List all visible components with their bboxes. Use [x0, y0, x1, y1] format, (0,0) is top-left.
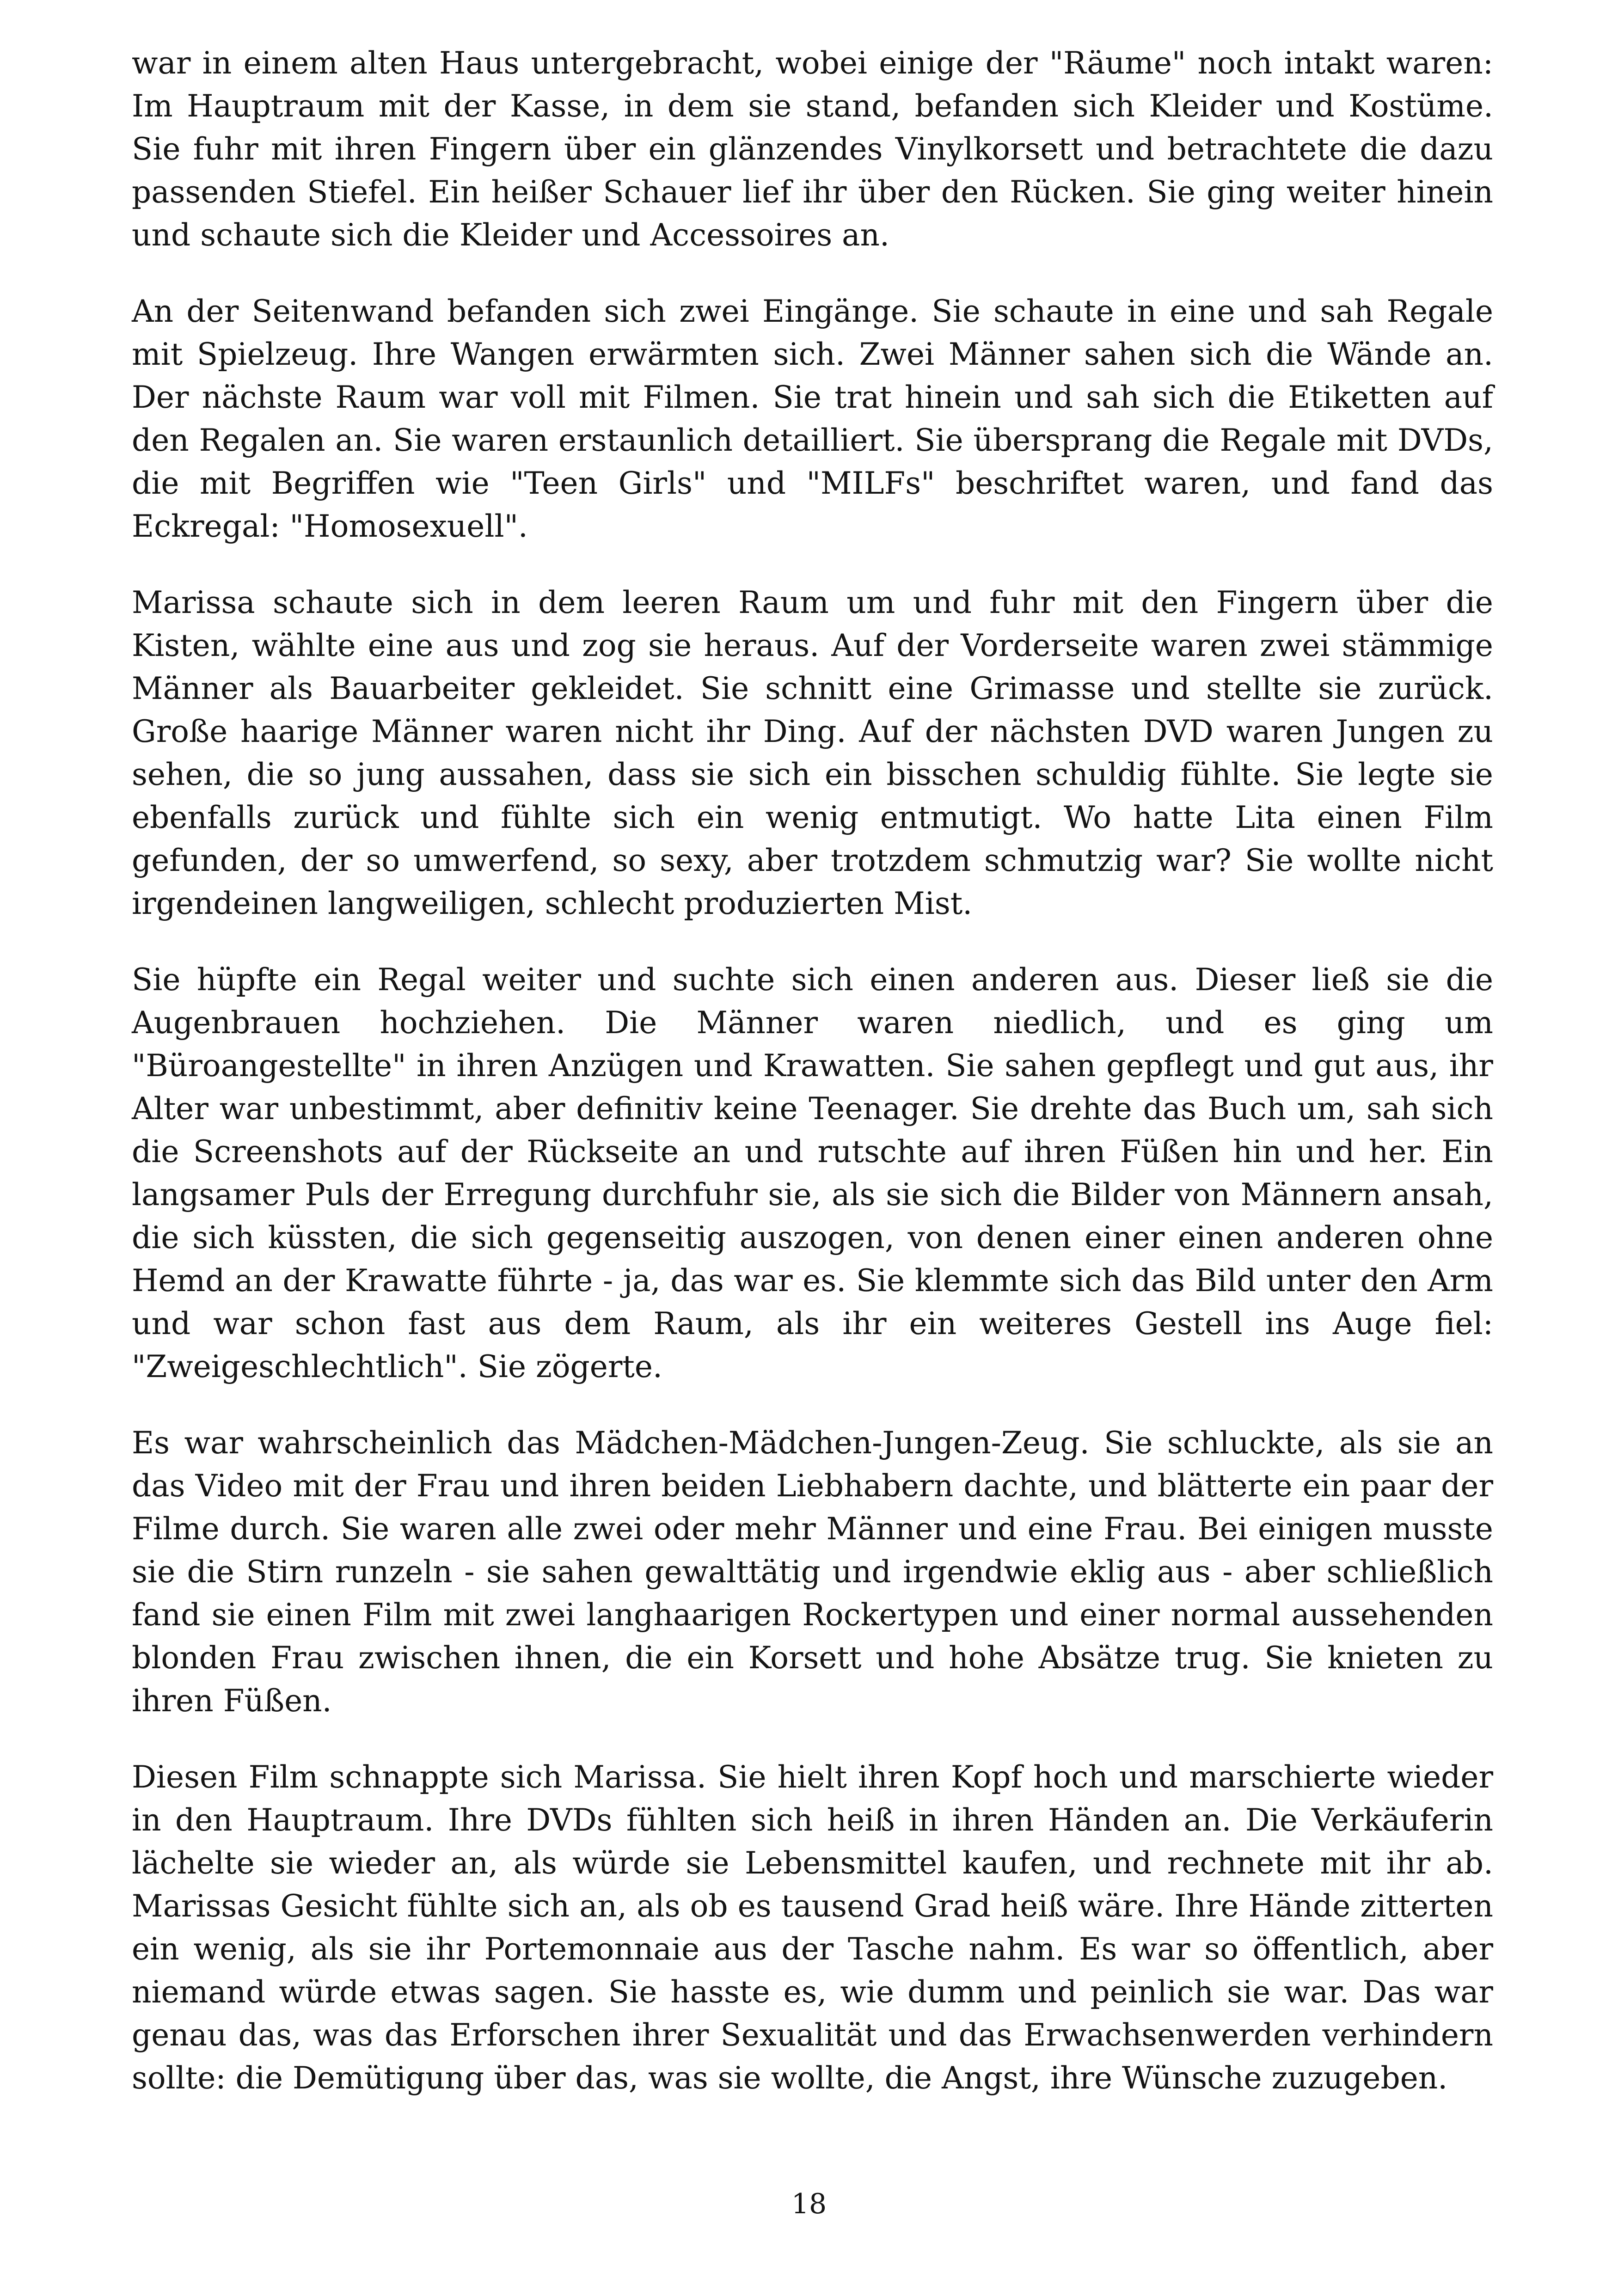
- paragraph-1: war in einem alten Haus untergebracht, wobei einige der "Räume" noch intakt waren: Im Hauptraum mit der Kasse, in dem sie stand, befanden sich Kleider und Kostüme. Sie fuhr mit ihren Fingern über ein glänzendes Vinylkorsett und betrachtete die dazu passenden Stiefel. Ein heißer Schauer lief ihr über den Rücken. Sie ging weiter hinein und schaute sich die Kleider und Accessoires an.: [132, 45, 1493, 253]
- paragraph-2: An der Seitenwand befanden sich zwei Eingänge. Sie schaute in eine und sah Regale mit Spielzeug. Ihre Wangen erwärmten sich. Zwei Männer sahen sich die Wände an. Der nächste Raum war voll mit Filmen. Sie trat hinein und sah sich die Etiketten auf den Regalen an. Sie waren erstaunlich detailliert. Sie übersprang die Regale mit DVDs, die mit Begriffen wie "Teen Girls" und "MILFs" beschriftet waren, und fand das Eckregal: "Homosexuell".: [132, 294, 1493, 544]
- page-number: 18: [791, 2188, 827, 2220]
- paragraph-5: Es war wahrscheinlich das Mädchen-Mädchen-Jungen-Zeug. Sie schluckte, als sie an das Video mit der Frau und ihren beiden Liebhabern dachte, und blätterte ein paar der Filme durch. Sie waren alle zwei oder mehr Männer und eine Frau. Bei einigen musste sie die Stirn runzeln - sie sahen gewalttätig und irgendwie eklig aus - aber schließlich fand sie einen Film mit zwei langhaarigen Rockertypen und einer normal aussehenden blonden Frau zwischen ihnen, die ein Korsett und hohe Absätze trug. Sie knieten zu ihren Füßen.: [132, 1425, 1493, 1719]
- text-body: [132, 42, 1493, 2100]
- paragraph-6: Diesen Film schnappte sich Marissa. Sie hielt ihren Kopf hoch und marschierte wieder in den Hauptraum. Ihre DVDs fühlten sich heiß in ihren Händen an. Die Verkäuferin lächelte sie wieder an, als würde sie Lebensmittel kaufen, und rechnete mit ihr ab. Marissas Gesicht fühlte sich an, als ob es tausend Grad heiß wäre. Ihre Hände zitterten ein wenig, als sie ihr Portemonnaie aus der Tasche nahm. Es war so öffentlich, aber niemand würde etwas sagen. Sie hasste es, wie dumm und peinlich sie war. Das war genau das, was das Erforschen ihrer Sexualität und das Erwachsenwerden verhindern sollte: die Demütigung über das, was sie wollte, die Angst, ihre Wünsche zuzugeben.: [132, 1759, 1493, 2096]
- paragraph-3: Marissa schaute sich in dem leeren Raum um und fuhr mit den Fingern über die Kisten, wählte eine aus und zog sie heraus. Auf der Vorderseite waren zwei stämmige Männer als Bauarbeiter gekleidet. Sie schnitt eine Grimasse und stellte sie zurück. Große haarige Männer waren nicht ihr Ding. Auf der nächsten DVD waren Jungen zu sehen, die so jung aussahen, dass sie sich ein bisschen schuldig fühlte. Sie legte sie ebenfalls zurück und fühlte sich ein wenig entmutigt. Wo hatte Lita einen Film gefunden, der so umwerfend, so sexy, aber trotzdem schmutzig war? Sie wollte nicht irgendeinen langweiligen, schlecht produzierten Mist.: [132, 585, 1493, 921]
- paragraph-4: Sie hüpfte ein Regal weiter und suchte sich einen anderen aus. Dieser ließ sie die Augenbrauen hochziehen. Die Männer waren niedlich, und es ging um "Büroangestellte" in ihren Anzügen und Krawatten. Sie sahen gepflegt und gut aus, ihr Alter war unbestimmt, aber definitiv keine Teenager. Sie drehte das Buch um, sah sich die Screenshots auf der Rückseite an und rutschte auf ihren Füßen hin und her. Ein langsamer Puls der Erregung durchfuhr sie, als sie sich die Bilder von Männern ansah, die sich küssten, die sich gegenseitig auszogen, von denen einer einen anderen ohne Hemd an der Krawatte führte - ja, das war es. Sie klemmte sich das Bild unter den Arm und war schon fast aus dem Raum, als ihr ein weiteres Gestell ins Auge fiel: "Zweigeschlechtlich". Sie zögerte.: [132, 962, 1493, 1384]
